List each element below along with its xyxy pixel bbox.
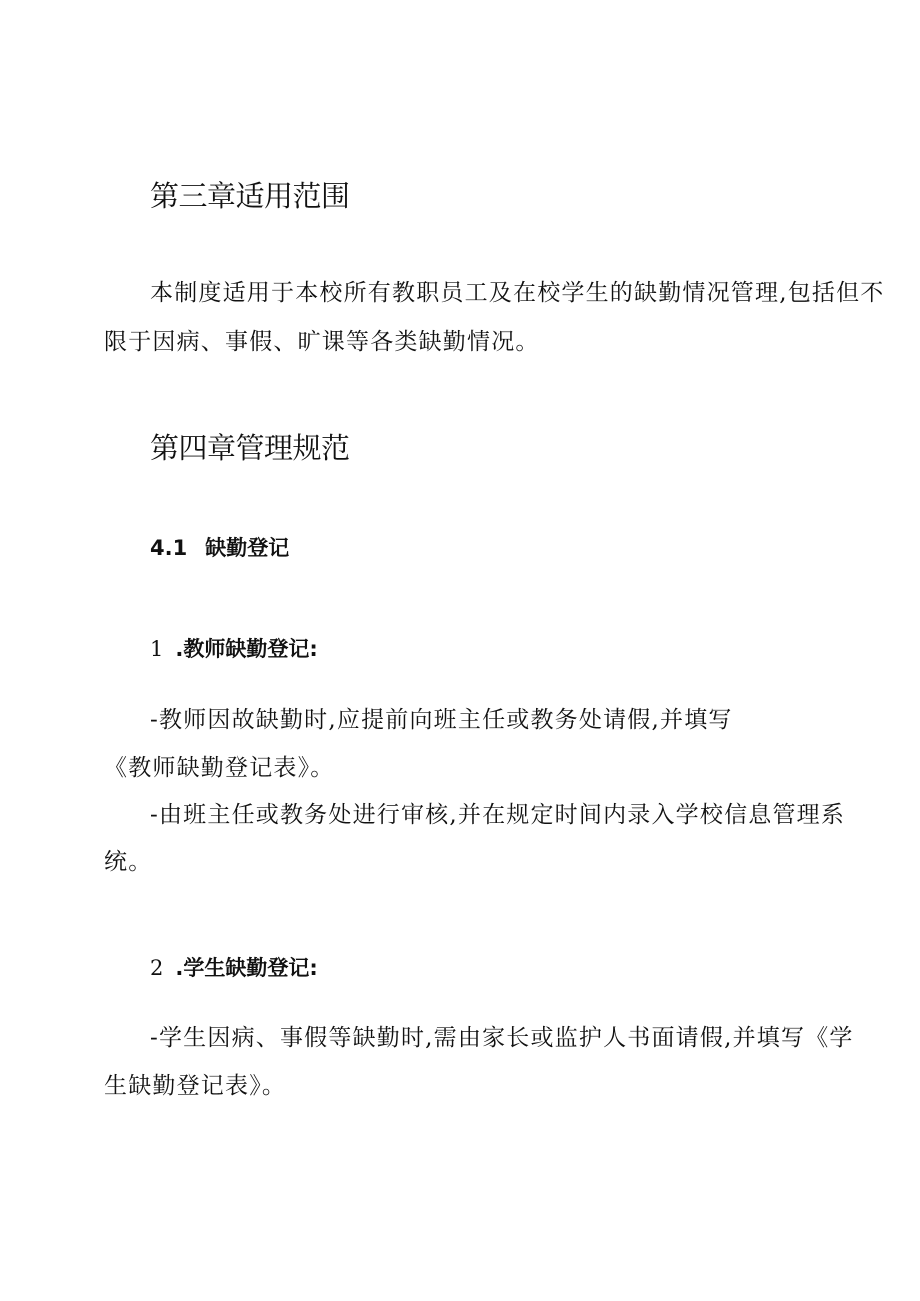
item-1-line-4: 统。 <box>104 849 153 875</box>
item-1-line-1: -教师因故缺勤时,应提前向班主任或教务处请假,并填写 <box>150 707 733 733</box>
chapter-3-body-line-2: 限于因病、事假、旷课等各类缺勤情况。 <box>104 329 540 355</box>
item-2-line-1: -学生因病、事假等缺勤时,需由家长或监护人书面请假,并填写《学 <box>150 1025 854 1051</box>
item-1-line-3: -由班主任或教务处进行审核,并在规定时间内录入学校信息管理系 <box>150 802 846 828</box>
item-2-title: .学生缺勤登记: <box>175 956 318 980</box>
section-title: 缺勤登记 <box>205 536 290 560</box>
item-2-line-2: 生缺勤登记表》。 <box>104 1073 287 1099</box>
chapter-4-heading: 第四章管理规范 <box>150 431 350 465</box>
item-1-line-2: 《教师缺勤登记表》。 <box>104 755 335 781</box>
section-4-1-heading <box>150 533 289 563</box>
item-2-heading <box>150 953 318 983</box>
item-1-number: 1 <box>150 637 164 661</box>
chapter-3-heading: 第三章适用范围 <box>150 179 350 213</box>
section-number: 4.1 <box>150 536 188 560</box>
chapter-3-body-line-1: 本制度适用于本校所有教职员工及在校学生的缺勤情况管理,包括但不 <box>150 280 885 306</box>
item-1-title: .教师缺勤登记: <box>175 637 318 661</box>
item-1-heading <box>150 634 318 664</box>
item-2-number: 2 <box>150 956 164 980</box>
